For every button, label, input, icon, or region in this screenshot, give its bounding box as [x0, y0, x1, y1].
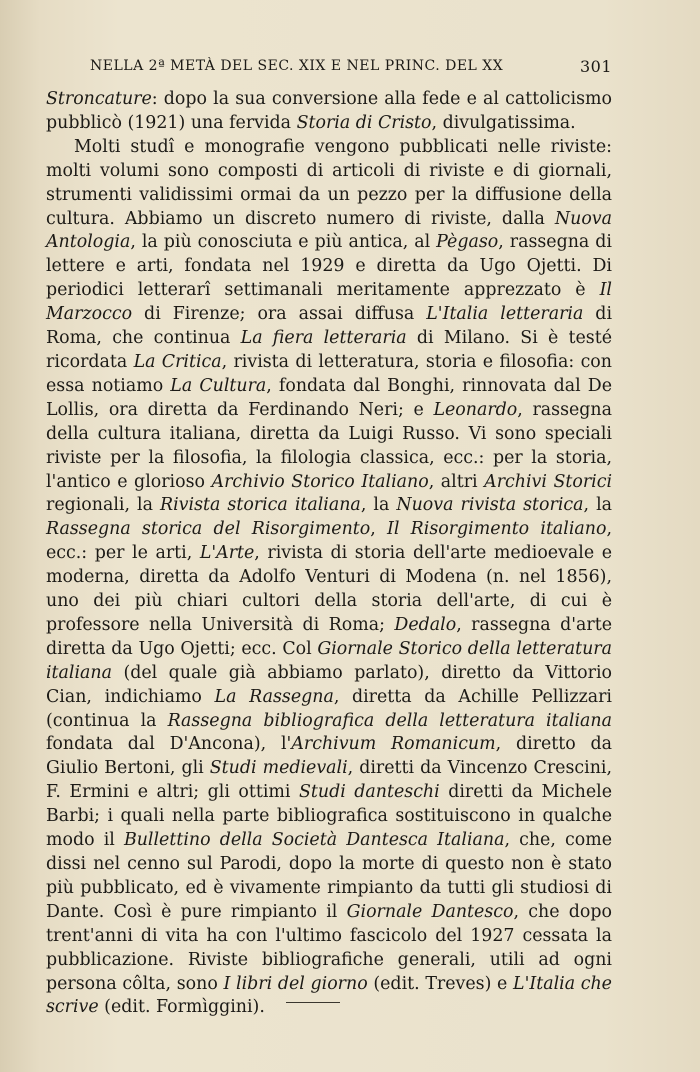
text-run: , che dopo trent'anni di vita ha con l'ultimo fascicolo del 1927 cessata la pubblicazione. Riviste bibliografiche generali, utili ad ogni persona côlta, sono: [46, 901, 612, 994]
text-run: ,: [370, 519, 387, 540]
italic-title: Nuova Antologia: [46, 208, 612, 253]
text-run: fondata dal D'Ancona), l': [46, 734, 292, 755]
italic-title: La fiera letteraria: [240, 328, 407, 349]
text-run: , rassegna d'arte diretta da Ugo Ojetti; ecc. Col: [46, 614, 612, 659]
italic-title: La Cultura: [170, 375, 267, 396]
paragraph: [46, 88, 612, 136]
italic-title: I libri del giorno: [223, 973, 368, 994]
text-run: , altri: [428, 471, 485, 492]
italic-title: Archivi Storici: [484, 471, 612, 492]
italic-title: Stroncature: [46, 89, 152, 109]
text-run: , rivista di letteratura, storia e filosofia: con essa notiamo: [46, 351, 612, 396]
text-run: Molti studî e monografie vengono pubblicati nelle riviste: molti volumi sono composti di articoli di riviste e di giornali, strumenti validissimi ormai da un pezzo per la diffusione della cultura. Abbiamo un discreto numero di riviste, dalla: [46, 136, 612, 229]
running-title: NELLA 2ª METÀ DEL SEC. XIX E NEL PRINC. DEL XX: [90, 58, 504, 74]
text-run: , rassegna di lettere e arti, fondata nel 1929 e diretta da Ugo Ojetti. Di periodici letterarî settimanali meritamente apprezzato è: [46, 232, 612, 301]
italic-title: Il Marzocco: [46, 280, 612, 325]
italic-title: Nuova rivista storica: [396, 495, 584, 516]
text-run: , rassegna della cultura italiana, diretta da Luigi Russo. Vi sono speciali riviste per la filosofia, la filologia classica, ecc.: per la storia, l'antico e glorioso: [46, 399, 612, 492]
text-run: , fondata dal Bonghi, rinnovata dal De Lollis, ora diretta da Ferdinando Neri; e: [46, 375, 612, 420]
italic-title: La Rassegna: [214, 686, 334, 707]
italic-title: La Critica: [133, 351, 222, 372]
italic-title: L'Italia che scrive: [46, 973, 612, 1018]
italic-title: Leonardo: [433, 399, 518, 420]
italic-title: Bullettino della Società Dantesca Italiana: [123, 830, 505, 851]
italic-title: Archivio Storico Italiano: [211, 471, 429, 492]
text-run: : dopo la sua conversione alla fede e al cattolicismo pubblicò (1921) una fervida: [46, 89, 612, 133]
closing-rule: [286, 1002, 340, 1003]
italic-title: Studi medievali: [209, 758, 348, 779]
paragraph: [46, 136, 612, 1021]
text-run: (del quale già abbiamo parlato), diretto da Vittorio Cian, indichiamo: [46, 662, 612, 707]
italic-title: Giornale Storico della letteratura italiana: [46, 638, 612, 683]
text-run: , diretto da Giulio Bertoni, gli: [46, 734, 612, 779]
text-run: , la: [583, 495, 613, 516]
page-number: 301: [579, 57, 612, 76]
italic-title: Rivista storica italiana: [160, 495, 361, 516]
text-run: , che, come dissi nel cenno sul Parodi, dopo la morte di questo non è stato più pubblicato, ed è vivamente rimpianto da tutti gli studiosi di Dante. Così è pure rimpianto il: [46, 830, 612, 922]
text-run: , ecc.: per le arti,: [46, 519, 612, 564]
italic-title: Studi danteschi: [298, 782, 440, 803]
text-run: (edit. Formìggini).: [98, 997, 265, 1018]
text-run: diretti da Michele Barbi; i quali nella parte bibliografica sostituiscono in qualche modo il: [46, 782, 613, 851]
text-run: , la: [360, 495, 397, 516]
text-run: di Milano. Si è testé ricordata: [46, 328, 613, 372]
text-run: di Firenze; ora assai diffusa: [132, 304, 427, 325]
italic-title: Storia di Cristo: [296, 112, 432, 133]
text-run: , diretta da Achille Pellizzari (continua la: [46, 686, 612, 731]
text-run: , divulgatissima.: [431, 112, 576, 133]
text-run: (edit. Treves) e: [367, 973, 514, 994]
text-run: regionali, la: [46, 495, 161, 516]
italic-title: Il Risorgimento italiano: [387, 519, 607, 540]
italic-title: L'Italia letteraria: [426, 304, 584, 325]
text-run: , la più conosciuta e più antica, al: [130, 232, 437, 253]
italic-title: Rassegna storica del Risorgimento: [46, 519, 371, 540]
italic-title: L'Arte: [199, 543, 255, 564]
italic-title: Pègaso: [436, 232, 499, 253]
italic-title: Dedalo: [394, 614, 457, 635]
text-run: , diretti da Vincenzo Crescini, F. Ermini e altri; gli ottimi: [46, 758, 612, 803]
body-text: [46, 88, 612, 1020]
text-run: di Roma, che continua: [46, 304, 613, 349]
italic-title: Giornale Dantesco: [346, 901, 514, 922]
italic-title: Archivum Romanicum: [291, 734, 496, 755]
text-run: , rivista di storia dell'arte medioevale e moderna, diretta da Adolfo Venturi di Modena (n. nel 1856), uno dei più chiari cultori della storia dell'arte, di cui è professore nella Università di Roma;: [46, 543, 612, 635]
italic-title: Rassegna bibliografica della letteratura italiana: [167, 710, 612, 731]
